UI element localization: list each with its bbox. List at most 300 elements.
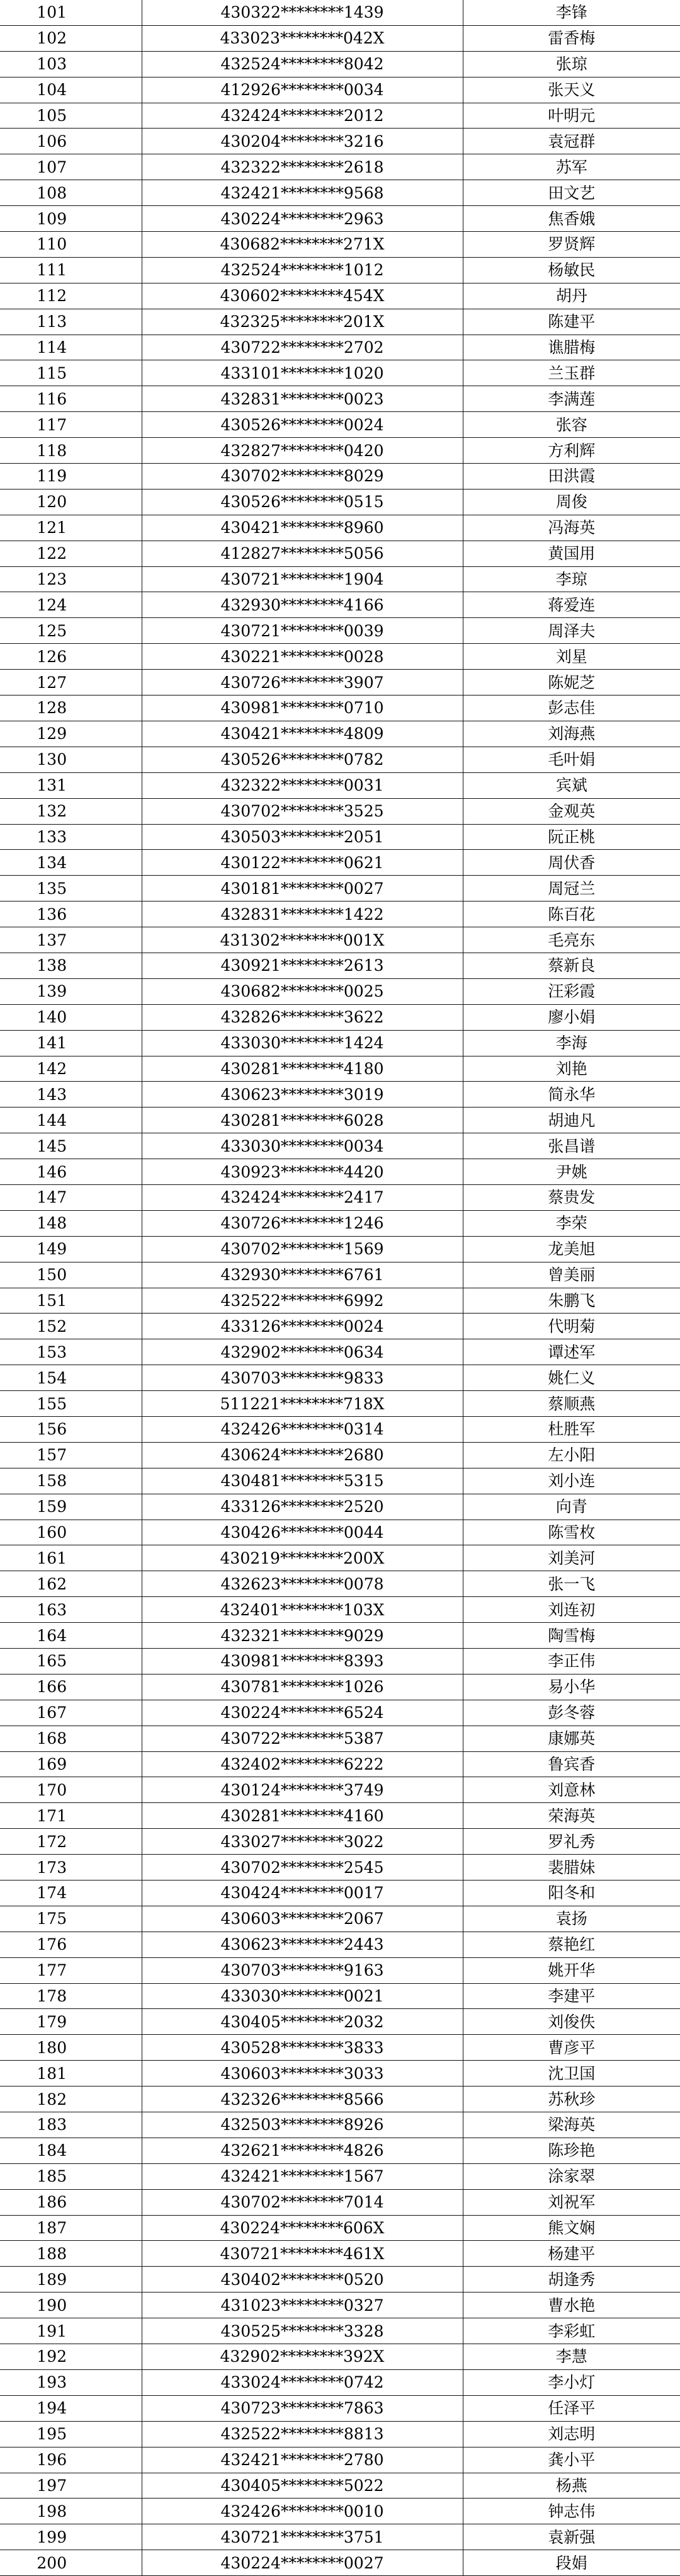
table-row: [0, 1030, 680, 1056]
table-row: [0, 1957, 680, 1983]
name-cell: 张昌谱: [463, 1133, 680, 1159]
id-number-cell: 432524********8042: [142, 51, 463, 77]
id-number-cell: 433030********1424: [142, 1030, 463, 1056]
id-number-cell: 430526********0024: [142, 412, 463, 438]
name-cell: 张容: [463, 412, 680, 438]
table-row: [0, 1365, 680, 1391]
id-number-cell: 432421********2780: [142, 2447, 463, 2473]
row-number-cell: 170: [0, 1777, 142, 1803]
table-row: [0, 2395, 680, 2421]
name-cell: 向青: [463, 1494, 680, 1520]
name-cell: 罗贤辉: [463, 232, 680, 258]
row-number-cell: 144: [0, 1108, 142, 1133]
row-number-cell: 139: [0, 978, 142, 1004]
name-cell: 龚小平: [463, 2447, 680, 2473]
table-row: [0, 2215, 680, 2241]
id-number-cell: 430721********1904: [142, 566, 463, 592]
table-row: [0, 644, 680, 670]
table-row: [0, 1983, 680, 2009]
id-number-cell: 430224********606X: [142, 2215, 463, 2241]
name-cell: 汪彩霞: [463, 978, 680, 1004]
table-row: [0, 1906, 680, 1932]
row-number-cell: 196: [0, 2447, 142, 2473]
row-number-cell: 166: [0, 1674, 142, 1700]
name-cell: 袁扬: [463, 1906, 680, 1932]
id-number-cell: 433126********0024: [142, 1314, 463, 1339]
id-number-cell: 432426********0010: [142, 2499, 463, 2524]
id-number-cell: 432421********1567: [142, 2163, 463, 2189]
table-row: [0, 1314, 680, 1339]
name-cell: 曹水艳: [463, 2293, 680, 2318]
row-number-cell: 186: [0, 2189, 142, 2215]
id-number-cell: 432930********6761: [142, 1262, 463, 1288]
row-number-cell: 197: [0, 2473, 142, 2499]
table-row: [0, 2189, 680, 2215]
table-row: [0, 721, 680, 747]
id-number-cell: 430781********1026: [142, 1674, 463, 1700]
id-number-cell: 430322********1439: [142, 0, 463, 25]
row-number-cell: 120: [0, 489, 142, 515]
id-number-cell: 430525********3328: [142, 2318, 463, 2344]
row-number-cell: 193: [0, 2369, 142, 2395]
row-number-cell: 190: [0, 2293, 142, 2318]
row-number-cell: 181: [0, 2061, 142, 2087]
table-row: [0, 2009, 680, 2035]
table-row: [0, 2163, 680, 2189]
name-cell: 李锋: [463, 0, 680, 25]
row-number-cell: 198: [0, 2499, 142, 2524]
table-row: [0, 1108, 680, 1133]
name-cell: 金观英: [463, 798, 680, 824]
row-number-cell: 142: [0, 1056, 142, 1082]
table-row: [0, 2318, 680, 2344]
table-row: [0, 386, 680, 412]
table-row: [0, 1133, 680, 1159]
table-row: [0, 129, 680, 154]
row-number-cell: 147: [0, 1184, 142, 1210]
table-row: [0, 670, 680, 696]
name-cell: 李彩虹: [463, 2318, 680, 2344]
name-cell: 刘小连: [463, 1468, 680, 1494]
name-cell: 周泽夫: [463, 618, 680, 644]
id-number-cell: 430921********2613: [142, 953, 463, 978]
row-number-cell: 161: [0, 1545, 142, 1571]
table-row: [0, 1545, 680, 1571]
row-number-cell: 121: [0, 515, 142, 541]
table-row: [0, 953, 680, 978]
name-cell: 袁新强: [463, 2524, 680, 2550]
row-number-cell: 200: [0, 2550, 142, 2576]
table-row: [0, 515, 680, 541]
name-cell: 叶明元: [463, 103, 680, 129]
id-number-cell: 430124********3749: [142, 1777, 463, 1803]
table-row: [0, 1391, 680, 1417]
id-number-cell: 432321********9029: [142, 1623, 463, 1649]
row-number-cell: 167: [0, 1700, 142, 1726]
row-number-cell: 138: [0, 953, 142, 978]
row-number-cell: 111: [0, 257, 142, 283]
id-number-cell: 430424********0017: [142, 1880, 463, 1906]
row-number-cell: 101: [0, 0, 142, 25]
id-number-cell: 430722********5387: [142, 1726, 463, 1751]
row-number-cell: 169: [0, 1751, 142, 1777]
id-number-cell: 430981********0710: [142, 696, 463, 721]
table-row: [0, 438, 680, 464]
name-cell: 黄国用: [463, 541, 680, 566]
row-number-cell: 156: [0, 1416, 142, 1442]
name-cell: 彭志佳: [463, 696, 680, 721]
id-number-cell: 430426********0044: [142, 1520, 463, 1545]
table-row: [0, 2344, 680, 2370]
row-number-cell: 177: [0, 1957, 142, 1983]
row-number-cell: 145: [0, 1133, 142, 1159]
row-number-cell: 131: [0, 772, 142, 798]
name-cell: 荣海英: [463, 1803, 680, 1829]
row-number-cell: 146: [0, 1159, 142, 1185]
row-number-cell: 171: [0, 1803, 142, 1829]
name-cell: 龙美旭: [463, 1236, 680, 1262]
id-number-cell: 430224********0027: [142, 2550, 463, 2576]
id-number-cell: 430503********2051: [142, 824, 463, 850]
id-number-cell: 430402********0520: [142, 2267, 463, 2293]
table-row: [0, 103, 680, 129]
name-cell: 蒋爱连: [463, 592, 680, 618]
id-number-cell: 431302********001X: [142, 927, 463, 953]
name-cell: 姚仁义: [463, 1365, 680, 1391]
row-number-cell: 149: [0, 1236, 142, 1262]
id-number-cell: 432322********0031: [142, 772, 463, 798]
name-cell: 阮正桃: [463, 824, 680, 850]
name-cell: 陈妮芝: [463, 670, 680, 696]
id-number-cell: 430526********0782: [142, 747, 463, 772]
row-number-cell: 112: [0, 283, 142, 309]
row-number-cell: 176: [0, 1932, 142, 1957]
name-cell: 简永华: [463, 1082, 680, 1108]
id-number-cell: 433126********2520: [142, 1494, 463, 1520]
id-number-cell: 430623********3019: [142, 1082, 463, 1108]
name-cell: 任泽平: [463, 2395, 680, 2421]
table-row: [0, 1932, 680, 1957]
name-cell: 易小华: [463, 1674, 680, 1700]
table-row: [0, 1262, 680, 1288]
row-number-cell: 158: [0, 1468, 142, 1494]
table-row: [0, 51, 680, 77]
id-number-cell: 430281********4160: [142, 1803, 463, 1829]
id-number-cell: 432424********2012: [142, 103, 463, 129]
id-number-cell: 430723********7863: [142, 2395, 463, 2421]
id-number-cell: 433024********0742: [142, 2369, 463, 2395]
name-cell: 陈建平: [463, 309, 680, 335]
id-number-cell: 430281********6028: [142, 1108, 463, 1133]
id-number-cell: 430702********2545: [142, 1855, 463, 1880]
id-number-cell: 432325********201X: [142, 309, 463, 335]
table-row: [0, 798, 680, 824]
id-number-cell: 432522********8813: [142, 2421, 463, 2447]
table-row: [0, 1751, 680, 1777]
table-row: [0, 2087, 680, 2112]
name-cell: 兰玉群: [463, 360, 680, 386]
id-number-cell: 432826********3622: [142, 1004, 463, 1030]
table-row: [0, 412, 680, 438]
id-number-cell: 430702********1569: [142, 1236, 463, 1262]
table-row: [0, 1210, 680, 1236]
name-cell: 陈珍艳: [463, 2138, 680, 2163]
name-cell: 周俊: [463, 489, 680, 515]
id-number-cell: 432426********0314: [142, 1416, 463, 1442]
table-row: [0, 2550, 680, 2576]
id-number-cell: 430221********0028: [142, 644, 463, 670]
id-number-cell: 432930********4166: [142, 592, 463, 618]
id-number-cell: 430526********0515: [142, 489, 463, 515]
table-row: [0, 232, 680, 258]
name-cell: 李海: [463, 1030, 680, 1056]
id-number-cell: 432902********0634: [142, 1339, 463, 1365]
table-row: [0, 2138, 680, 2163]
name-cell: 袁冠群: [463, 129, 680, 154]
id-number-cell: 430421********4809: [142, 721, 463, 747]
row-number-cell: 114: [0, 335, 142, 360]
row-number-cell: 127: [0, 670, 142, 696]
row-number-cell: 191: [0, 2318, 142, 2344]
row-number-cell: 106: [0, 129, 142, 154]
name-cell: 雷香梅: [463, 25, 680, 51]
row-number-cell: 173: [0, 1855, 142, 1880]
row-number-cell: 107: [0, 154, 142, 180]
table-row: [0, 1803, 680, 1829]
name-cell: 梁海英: [463, 2112, 680, 2138]
id-number-cell: 430702********8029: [142, 464, 463, 489]
table-row: [0, 180, 680, 206]
row-number-cell: 109: [0, 206, 142, 232]
table-row: [0, 1520, 680, 1545]
id-number-cell: 431023********0327: [142, 2293, 463, 2318]
id-number-cell: 432326********8566: [142, 2087, 463, 2112]
name-cell: 杨敏民: [463, 257, 680, 283]
row-number-cell: 141: [0, 1030, 142, 1056]
name-cell: 康娜英: [463, 1726, 680, 1751]
row-number-cell: 102: [0, 25, 142, 51]
name-cell: 毛亮东: [463, 927, 680, 953]
name-cell: 李琼: [463, 566, 680, 592]
name-cell: 裴腊妹: [463, 1855, 680, 1880]
name-cell: 蔡顺燕: [463, 1391, 680, 1417]
id-number-cell: 432522********6992: [142, 1288, 463, 1314]
name-cell: 李小灯: [463, 2369, 680, 2395]
row-number-cell: 125: [0, 618, 142, 644]
name-cell: 杨燕: [463, 2473, 680, 2499]
table-row: [0, 1777, 680, 1803]
name-cell: 张琼: [463, 51, 680, 77]
id-number-cell: 433101********1020: [142, 360, 463, 386]
name-cell: 钟志伟: [463, 2499, 680, 2524]
id-number-cell: 430181********0027: [142, 876, 463, 902]
row-number-cell: 184: [0, 2138, 142, 2163]
row-number-cell: 119: [0, 464, 142, 489]
table-row: [0, 2112, 680, 2138]
row-number-cell: 118: [0, 438, 142, 464]
row-number-cell: 113: [0, 309, 142, 335]
id-number-cell: 432401********103X: [142, 1597, 463, 1623]
name-cell: 李满莲: [463, 386, 680, 412]
id-number-cell: 432524********1012: [142, 257, 463, 283]
table-row: [0, 1597, 680, 1623]
row-number-cell: 136: [0, 902, 142, 927]
id-number-cell: 430219********200X: [142, 1545, 463, 1571]
name-cell: 焦香娥: [463, 206, 680, 232]
name-cell: 蔡新良: [463, 953, 680, 978]
name-cell: 刘意林: [463, 1777, 680, 1803]
table-row: [0, 978, 680, 1004]
row-number-cell: 172: [0, 1829, 142, 1855]
table-row: [0, 2369, 680, 2395]
name-cell: 张一飞: [463, 1571, 680, 1597]
name-cell: 廖小娟: [463, 1004, 680, 1030]
row-number-cell: 132: [0, 798, 142, 824]
row-number-cell: 116: [0, 386, 142, 412]
row-number-cell: 117: [0, 412, 142, 438]
row-number-cell: 160: [0, 1520, 142, 1545]
row-number-cell: 152: [0, 1314, 142, 1339]
row-number-cell: 180: [0, 2035, 142, 2061]
id-number-cell: 430405********5022: [142, 2473, 463, 2499]
name-cell: 苏军: [463, 154, 680, 180]
name-cell: 胡逢秀: [463, 2267, 680, 2293]
table-row: [0, 2447, 680, 2473]
row-number-cell: 155: [0, 1391, 142, 1417]
row-number-cell: 140: [0, 1004, 142, 1030]
table-row: [0, 850, 680, 876]
table-row: [0, 2035, 680, 2061]
row-number-cell: 168: [0, 1726, 142, 1751]
id-number-cell: 430281********4180: [142, 1056, 463, 1082]
row-number-cell: 135: [0, 876, 142, 902]
name-cell: 李建平: [463, 1983, 680, 2009]
name-cell: 杜胜军: [463, 1416, 680, 1442]
id-number-cell: 430703********9163: [142, 1957, 463, 1983]
table-row: [0, 2293, 680, 2318]
row-number-cell: 163: [0, 1597, 142, 1623]
table-row: [0, 1880, 680, 1906]
row-number-cell: 154: [0, 1365, 142, 1391]
row-number-cell: 159: [0, 1494, 142, 1520]
name-cell: 朱鹏飞: [463, 1288, 680, 1314]
name-cell: 张天义: [463, 77, 680, 103]
table-row: [0, 25, 680, 51]
name-cell: 田文艺: [463, 180, 680, 206]
row-number-cell: 183: [0, 2112, 142, 2138]
table-row: [0, 257, 680, 283]
row-number-cell: 129: [0, 721, 142, 747]
table-row: [0, 154, 680, 180]
id-number-cell: 432424********2417: [142, 1184, 463, 1210]
id-number-cell: 432902********392X: [142, 2344, 463, 2370]
row-number-cell: 105: [0, 103, 142, 129]
row-number-cell: 175: [0, 1906, 142, 1932]
table-row: [0, 1829, 680, 1855]
id-number-cell: 432503********8926: [142, 2112, 463, 2138]
name-cell: 刘星: [463, 644, 680, 670]
row-number-cell: 108: [0, 180, 142, 206]
row-number-cell: 178: [0, 1983, 142, 2009]
table-row: [0, 541, 680, 566]
id-number-cell: 430923********4420: [142, 1159, 463, 1185]
table-row: [0, 1056, 680, 1082]
name-cell: 胡迪凡: [463, 1108, 680, 1133]
table-row: [0, 77, 680, 103]
name-cell: 尹姚: [463, 1159, 680, 1185]
table-row: [0, 2499, 680, 2524]
id-number-cell: 430602********454X: [142, 283, 463, 309]
id-number-cell: 430703********9833: [142, 1365, 463, 1391]
name-cell: 刘海燕: [463, 721, 680, 747]
table-row: [0, 1416, 680, 1442]
id-number-cell: 430721********0039: [142, 618, 463, 644]
table-row: [0, 1159, 680, 1185]
name-cell: 曹彦平: [463, 2035, 680, 2061]
table-row: [0, 902, 680, 927]
row-number-cell: 164: [0, 1623, 142, 1649]
row-number-cell: 187: [0, 2215, 142, 2241]
table-row: [0, 1236, 680, 1262]
id-number-cell: 430702********7014: [142, 2189, 463, 2215]
name-cell: 刘志明: [463, 2421, 680, 2447]
name-cell: 宾斌: [463, 772, 680, 798]
row-number-cell: 174: [0, 1880, 142, 1906]
id-number-cell: 430224********2963: [142, 206, 463, 232]
row-number-cell: 199: [0, 2524, 142, 2550]
row-number-cell: 185: [0, 2163, 142, 2189]
name-cell: 陈百花: [463, 902, 680, 927]
name-cell: 曾美丽: [463, 1262, 680, 1288]
name-cell: 谭述军: [463, 1339, 680, 1365]
id-number-cell: 430624********2680: [142, 1442, 463, 1468]
name-cell: 胡丹: [463, 283, 680, 309]
id-number-cell: 432402********6222: [142, 1751, 463, 1777]
table-row: [0, 1468, 680, 1494]
table-row: [0, 566, 680, 592]
table-row: [0, 876, 680, 902]
name-cell: 罗礼秀: [463, 1829, 680, 1855]
id-number-cell: 432621********4826: [142, 2138, 463, 2163]
table-row: [0, 283, 680, 309]
id-number-cell: 430726********1246: [142, 1210, 463, 1236]
table-row: [0, 464, 680, 489]
table-row: [0, 1288, 680, 1314]
name-cell: 陈雪枚: [463, 1520, 680, 1545]
name-cell: 阳冬和: [463, 1880, 680, 1906]
table-row: [0, 1674, 680, 1700]
table-row: [0, 0, 680, 25]
row-number-cell: 192: [0, 2344, 142, 2370]
id-number-cell: 433030********0021: [142, 1983, 463, 2009]
row-number-cell: 188: [0, 2241, 142, 2267]
id-number-cell: 412926********0034: [142, 77, 463, 103]
id-number-cell: 433027********3022: [142, 1829, 463, 1855]
id-number-cell: 430722********2702: [142, 335, 463, 360]
row-number-cell: 195: [0, 2421, 142, 2447]
row-number-cell: 182: [0, 2087, 142, 2112]
row-number-cell: 150: [0, 1262, 142, 1288]
table-row: [0, 1494, 680, 1520]
id-number-cell: 433030********0034: [142, 1133, 463, 1159]
table-row: [0, 1004, 680, 1030]
name-cell: 刘美河: [463, 1545, 680, 1571]
id-number-cell: 432831********0023: [142, 386, 463, 412]
id-number-cell: 430726********3907: [142, 670, 463, 696]
row-number-cell: 130: [0, 747, 142, 772]
table-row: [0, 2421, 680, 2447]
name-cell: 彭冬蓉: [463, 1700, 680, 1726]
